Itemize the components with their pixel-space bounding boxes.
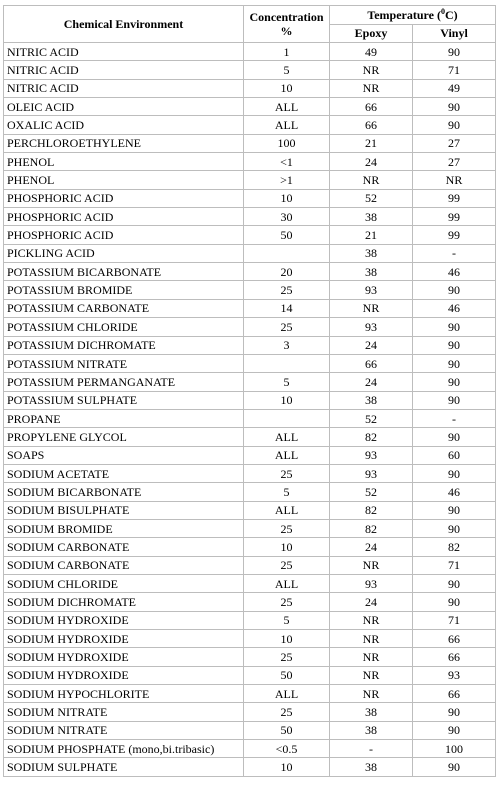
table-row — [4, 501, 496, 519]
cell-vinyl: 66 — [413, 648, 496, 666]
cell-concentration: ALL — [244, 501, 330, 519]
cell-chemical: POTASSIUM CARBONATE — [4, 299, 244, 317]
table-row — [4, 354, 496, 372]
cell-concentration: 5 — [244, 483, 330, 501]
cell-chemical: OLEIC ACID — [4, 98, 244, 116]
cell-concentration: 25 — [244, 593, 330, 611]
table-row — [4, 244, 496, 262]
cell-epoxy: 82 — [330, 519, 413, 537]
cell-chemical: SODIUM CARBONATE — [4, 556, 244, 574]
cell-vinyl: 100 — [413, 740, 496, 758]
cell-vinyl: 66 — [413, 685, 496, 703]
cell-chemical: POTASSIUM DICHROMATE — [4, 336, 244, 354]
cell-vinyl: 90 — [413, 281, 496, 299]
table-row — [4, 483, 496, 501]
table-row — [4, 134, 496, 152]
header-temperature-suffix: C) — [444, 7, 458, 22]
table-row — [4, 574, 496, 592]
table-row — [4, 740, 496, 758]
cell-epoxy: 93 — [330, 281, 413, 299]
cell-epoxy: 93 — [330, 574, 413, 592]
cell-concentration: <1 — [244, 153, 330, 171]
cell-vinyl: 46 — [413, 299, 496, 317]
table-row — [4, 98, 496, 116]
cell-epoxy: 38 — [330, 391, 413, 409]
table-row — [4, 538, 496, 556]
cell-chemical: PHOSPHORIC ACID — [4, 208, 244, 226]
cell-epoxy: NR — [330, 79, 413, 97]
cell-epoxy: 21 — [330, 134, 413, 152]
cell-chemical: SODIUM HYDROXIDE — [4, 648, 244, 666]
cell-epoxy: 38 — [330, 208, 413, 226]
table-row — [4, 648, 496, 666]
cell-epoxy: 52 — [330, 483, 413, 501]
cell-vinyl: 90 — [413, 721, 496, 739]
cell-epoxy: 21 — [330, 226, 413, 244]
cell-chemical: SODIUM BROMIDE — [4, 519, 244, 537]
cell-concentration: 20 — [244, 263, 330, 281]
cell-chemical: POTASSIUM CHLORIDE — [4, 318, 244, 336]
cell-epoxy: 82 — [330, 501, 413, 519]
cell-epoxy: NR — [330, 171, 413, 189]
cell-concentration: 25 — [244, 648, 330, 666]
table-row — [4, 446, 496, 464]
table-row — [4, 703, 496, 721]
table-row — [4, 758, 496, 776]
cell-epoxy: 38 — [330, 758, 413, 776]
cell-concentration: 25 — [244, 281, 330, 299]
cell-concentration: 50 — [244, 226, 330, 244]
table-row — [4, 263, 496, 281]
cell-concentration: 25 — [244, 703, 330, 721]
cell-vinyl: 99 — [413, 226, 496, 244]
cell-vinyl: 90 — [413, 336, 496, 354]
table-row — [4, 373, 496, 391]
cell-chemical: POTASSIUM PERMANGANATE — [4, 373, 244, 391]
table-row — [4, 409, 496, 427]
cell-chemical: SODIUM HYDROXIDE — [4, 630, 244, 648]
cell-vinyl: 99 — [413, 189, 496, 207]
cell-chemical: SODIUM CARBONATE — [4, 538, 244, 556]
cell-epoxy: 93 — [330, 318, 413, 336]
cell-vinyl: 93 — [413, 666, 496, 684]
header-chemical-environment: Chemical Environment — [4, 6, 244, 43]
cell-vinyl: 27 — [413, 134, 496, 152]
cell-chemical: POTASSIUM SULPHATE — [4, 391, 244, 409]
cell-concentration: ALL — [244, 574, 330, 592]
cell-epoxy: - — [330, 740, 413, 758]
cell-vinyl: 90 — [413, 428, 496, 446]
table-row — [4, 318, 496, 336]
cell-concentration: 25 — [244, 519, 330, 537]
chemical-resistance-table — [3, 5, 496, 777]
cell-concentration: 25 — [244, 318, 330, 336]
header-concentration — [244, 6, 330, 43]
cell-chemical: SODIUM NITRATE — [4, 721, 244, 739]
cell-epoxy: 52 — [330, 409, 413, 427]
cell-vinyl: 90 — [413, 758, 496, 776]
cell-epoxy: 49 — [330, 43, 413, 61]
table-row — [4, 391, 496, 409]
cell-chemical: SODIUM NITRATE — [4, 703, 244, 721]
table-row — [4, 464, 496, 482]
cell-chemical: PICKLING ACID — [4, 244, 244, 262]
cell-chemical: POTASSIUM NITRATE — [4, 354, 244, 372]
table-row — [4, 630, 496, 648]
cell-epoxy: 24 — [330, 336, 413, 354]
cell-concentration: ALL — [244, 446, 330, 464]
cell-epoxy: 38 — [330, 721, 413, 739]
cell-chemical: PERCHLOROETHYLENE — [4, 134, 244, 152]
table-row — [4, 428, 496, 446]
cell-concentration — [244, 354, 330, 372]
cell-vinyl: 27 — [413, 153, 496, 171]
cell-concentration: 10 — [244, 189, 330, 207]
cell-concentration: 14 — [244, 299, 330, 317]
cell-chemical: SODIUM ACETATE — [4, 464, 244, 482]
cell-concentration: 10 — [244, 79, 330, 97]
cell-vinyl: NR — [413, 171, 496, 189]
cell-chemical: PHOSPHORIC ACID — [4, 189, 244, 207]
cell-epoxy: 38 — [330, 244, 413, 262]
cell-concentration: 100 — [244, 134, 330, 152]
header-temperature-prefix: Temperature ( — [367, 7, 441, 22]
chemical-resistance-table-container — [3, 5, 496, 777]
cell-vinyl: 90 — [413, 574, 496, 592]
table-row — [4, 189, 496, 207]
cell-chemical: SODIUM HYPOCHLORITE — [4, 685, 244, 703]
cell-chemical: SODIUM PHOSPHATE (mono,bi.tribasic) — [4, 740, 244, 758]
cell-epoxy: 93 — [330, 446, 413, 464]
table-row — [4, 61, 496, 79]
cell-vinyl: 90 — [413, 391, 496, 409]
cell-vinyl: 66 — [413, 630, 496, 648]
cell-vinyl: 90 — [413, 354, 496, 372]
cell-vinyl: 71 — [413, 611, 496, 629]
cell-chemical: POTASSIUM BROMIDE — [4, 281, 244, 299]
cell-epoxy: 24 — [330, 153, 413, 171]
table-row — [4, 336, 496, 354]
cell-concentration: <0.5 — [244, 740, 330, 758]
cell-epoxy: 38 — [330, 703, 413, 721]
cell-chemical: NITRIC ACID — [4, 43, 244, 61]
cell-vinyl: 90 — [413, 43, 496, 61]
cell-vinyl: - — [413, 244, 496, 262]
cell-concentration: 1 — [244, 43, 330, 61]
cell-chemical: PHENOL — [4, 171, 244, 189]
cell-vinyl: 90 — [413, 593, 496, 611]
header-temperature — [330, 6, 496, 25]
cell-epoxy: NR — [330, 630, 413, 648]
cell-concentration: ALL — [244, 116, 330, 134]
cell-concentration: 3 — [244, 336, 330, 354]
cell-chemical: SODIUM CHLORIDE — [4, 574, 244, 592]
cell-epoxy: NR — [330, 685, 413, 703]
cell-concentration: 50 — [244, 721, 330, 739]
cell-epoxy: 38 — [330, 263, 413, 281]
cell-vinyl: 71 — [413, 556, 496, 574]
cell-concentration: 10 — [244, 538, 330, 556]
cell-vinyl: 90 — [413, 116, 496, 134]
cell-concentration: ALL — [244, 685, 330, 703]
cell-chemical: NITRIC ACID — [4, 79, 244, 97]
cell-vinyl: 60 — [413, 446, 496, 464]
cell-concentration: 25 — [244, 464, 330, 482]
table-row — [4, 721, 496, 739]
cell-epoxy: 24 — [330, 373, 413, 391]
cell-vinyl: 90 — [413, 373, 496, 391]
cell-chemical: SODIUM HYDROXIDE — [4, 611, 244, 629]
cell-chemical: SODIUM SULPHATE — [4, 758, 244, 776]
cell-epoxy: 66 — [330, 116, 413, 134]
table-row — [4, 116, 496, 134]
cell-concentration: >1 — [244, 171, 330, 189]
cell-vinyl: 46 — [413, 263, 496, 281]
table-body — [4, 43, 496, 777]
cell-vinyl: 99 — [413, 208, 496, 226]
cell-concentration: ALL — [244, 428, 330, 446]
cell-chemical: PROPANE — [4, 409, 244, 427]
cell-concentration: 5 — [244, 61, 330, 79]
cell-chemical: PHENOL — [4, 153, 244, 171]
cell-epoxy: 24 — [330, 593, 413, 611]
cell-chemical: SODIUM HYDROXIDE — [4, 666, 244, 684]
cell-epoxy: NR — [330, 648, 413, 666]
cell-chemical: OXALIC ACID — [4, 116, 244, 134]
cell-chemical: SODIUM BICARBONATE — [4, 483, 244, 501]
cell-vinyl: 82 — [413, 538, 496, 556]
table-row — [4, 208, 496, 226]
table-row — [4, 171, 496, 189]
cell-concentration: 25 — [244, 556, 330, 574]
cell-chemical: SOAPS — [4, 446, 244, 464]
table-row — [4, 79, 496, 97]
cell-concentration: 10 — [244, 758, 330, 776]
cell-chemical: SODIUM DICHROMATE — [4, 593, 244, 611]
table-row — [4, 519, 496, 537]
cell-chemical: PHOSPHORIC ACID — [4, 226, 244, 244]
cell-chemical: PROPYLENE GLYCOL — [4, 428, 244, 446]
cell-vinyl: 71 — [413, 61, 496, 79]
cell-vinyl: 90 — [413, 501, 496, 519]
table-row — [4, 226, 496, 244]
cell-epoxy: 66 — [330, 354, 413, 372]
cell-vinyl: 90 — [413, 98, 496, 116]
cell-concentration: 50 — [244, 666, 330, 684]
table-row — [4, 685, 496, 703]
cell-epoxy: 93 — [330, 464, 413, 482]
table-row — [4, 556, 496, 574]
cell-vinyl: - — [413, 409, 496, 427]
cell-chemical: SODIUM BISULPHATE — [4, 501, 244, 519]
cell-epoxy: NR — [330, 556, 413, 574]
cell-concentration: ALL — [244, 98, 330, 116]
table-row — [4, 281, 496, 299]
table-row — [4, 43, 496, 61]
cell-vinyl: 90 — [413, 519, 496, 537]
cell-vinyl: 90 — [413, 318, 496, 336]
cell-epoxy: 24 — [330, 538, 413, 556]
cell-epoxy: 52 — [330, 189, 413, 207]
table-header — [4, 6, 496, 43]
cell-concentration: 30 — [244, 208, 330, 226]
cell-epoxy: 82 — [330, 428, 413, 446]
table-row — [4, 593, 496, 611]
cell-vinyl: 90 — [413, 464, 496, 482]
cell-vinyl: 49 — [413, 79, 496, 97]
cell-epoxy: NR — [330, 299, 413, 317]
header-temperature-degree: 0 — [440, 6, 445, 16]
cell-concentration: 10 — [244, 391, 330, 409]
table-row — [4, 611, 496, 629]
header-concentration-line2: % — [280, 24, 293, 38]
header-epoxy: Epoxy — [330, 24, 413, 43]
cell-vinyl: 46 — [413, 483, 496, 501]
cell-epoxy: NR — [330, 666, 413, 684]
table-row — [4, 153, 496, 171]
cell-concentration — [244, 244, 330, 262]
cell-epoxy: 66 — [330, 98, 413, 116]
table-row — [4, 666, 496, 684]
cell-epoxy: NR — [330, 61, 413, 79]
cell-concentration — [244, 409, 330, 427]
cell-concentration: 10 — [244, 630, 330, 648]
header-vinyl: Vinyl — [413, 24, 496, 43]
header-row-1 — [4, 6, 496, 25]
header-concentration-line1: Concentration — [249, 10, 324, 24]
cell-concentration: 5 — [244, 611, 330, 629]
cell-chemical: NITRIC ACID — [4, 61, 244, 79]
cell-concentration: 5 — [244, 373, 330, 391]
cell-vinyl: 90 — [413, 703, 496, 721]
cell-epoxy: NR — [330, 611, 413, 629]
table-row — [4, 299, 496, 317]
cell-chemical: POTASSIUM BICARBONATE — [4, 263, 244, 281]
